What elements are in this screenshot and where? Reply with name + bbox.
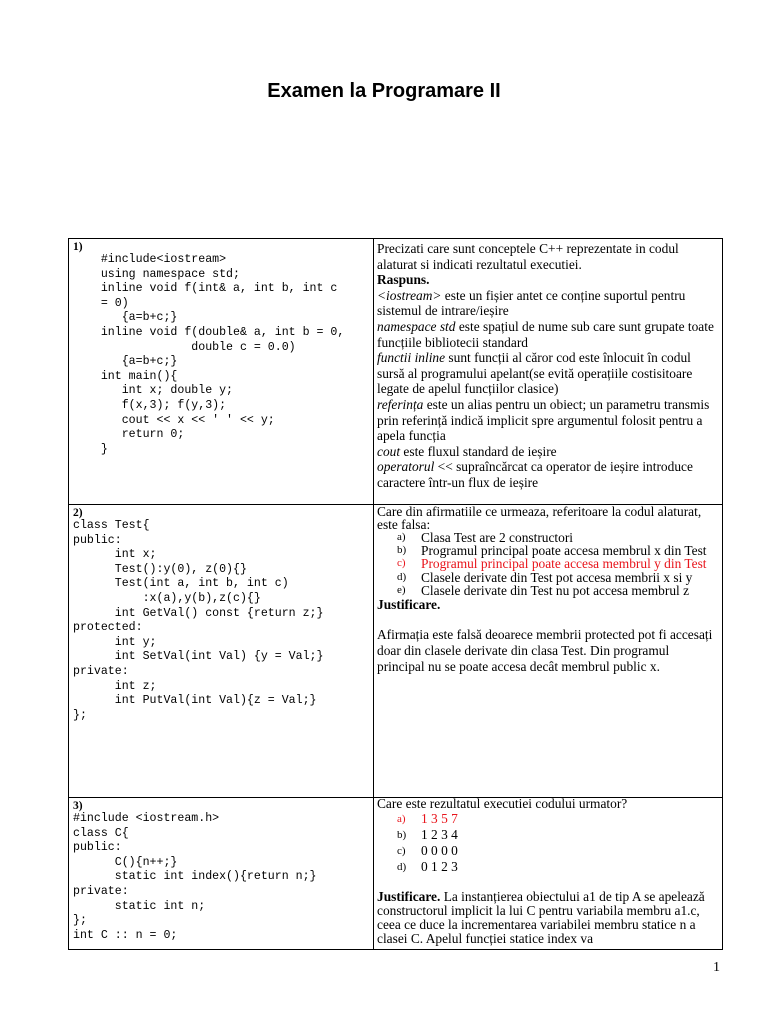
exam-table <box>68 238 723 950</box>
q3-question: Care este rezultatul executiei codului urmator? <box>377 797 628 811</box>
q2-number: 2) <box>73 507 83 519</box>
q3-number: 3) <box>73 800 83 812</box>
q1-code-cell <box>73 241 369 503</box>
q3-options <box>377 811 720 875</box>
q3-code: #include <iostream.h> class C{ public: C(){n++;} static int index(){return n;} private: static int n; }; int C :: n = 0; <box>73 812 317 942</box>
q2-option: e) Clasele derivate din Test nu pot accesa membrul z <box>397 582 690 598</box>
q3-justification: Justificare. La instanțierea obiectului a1 de tip A se apelează constructorul implicit la lui C pentru variabila membru a1.c, ceea ce duce la incrementarea variabilei membru statice n a clasei C. Apelul funcției statice index va <box>377 889 705 946</box>
q1-item: operatorul << supraîncărcat ca operator de ieșire introduce caractere într-un flux de ieșire <box>377 459 693 490</box>
q1-question: Precizati care sunt conceptele C++ reprezentate in codul alaturat si indicati rezultatul executiei. <box>377 241 679 272</box>
q3-option: d) 0 1 2 3 <box>397 859 458 874</box>
page-title: Examen la Programare II <box>267 80 501 102</box>
q1-text-cell <box>377 241 720 503</box>
q1-item: referința este un alias pentru un obiect; un parametru transmis prin referință indică implicit spre argumentul folosit pentru a apela funcția <box>377 396 710 444</box>
q1-answer-heading: Raspuns. <box>377 272 430 288</box>
q2-code: class Test{ public: int x; Test():y(0), z(0){} Test(int a, int b, int c) :x(a),y(b),z(c){} int GetVal() const {return z;} protected: int y; int SetVal(int Val) {y = Val;} private: int z; int PutVal(int Val){z = Val;} }; <box>73 519 324 722</box>
q2-option-correct: c) Programul principal poate accesa membrul y din Test <box>397 556 707 572</box>
q1-code: #include<iostream> using namespace std; inline void f(int& a, int b, int c = 0) {a=b+c;} inline void f(double& a, int b = 0, double c = 0.0) {a=b+c;} int main(){ int x; double y; f(x,3); f(y,3); cout << x << ' ' << y; return 0; } <box>100 253 345 456</box>
q2-option: b) Programul principal poate accesa membrul x din Test <box>397 543 707 559</box>
q1-item: functii inline sunt funcții al căror cod este înlocuit în codul sursă al programului apelant(se evită operațiile costisitoare legate de apelul funcțiilor clasice) <box>377 350 693 397</box>
q3-option-correct: a) 1 3 5 7 <box>397 811 458 826</box>
q1-item: namespace std este spațiul de nume sub care sunt grupate toate funcțiile bibliotecii standard <box>377 318 714 350</box>
q2-text-cell <box>377 505 720 795</box>
q3-code-cell <box>73 800 369 948</box>
q2-options <box>377 531 720 597</box>
q1-item: <iostream> este un fișier antet ce conține suportul pentru sistemul de intrare/ieșire <box>377 287 686 319</box>
page-number: 1 <box>713 960 720 975</box>
q2-code-cell <box>73 507 369 795</box>
q3-option: b) 1 2 3 4 <box>397 827 458 842</box>
q2-question: Care din afirmatiile ce urmeaza, referitoare la codul alaturat, este falsa: <box>377 505 702 532</box>
q1-item: cout este fluxul standard de ieșire <box>377 443 557 459</box>
q3-text-cell <box>377 797 720 949</box>
q2-justification-heading: Justificare. <box>377 597 441 613</box>
column-divider <box>373 239 374 949</box>
q1-number: 1) <box>73 241 83 253</box>
q3-option: c) 0 0 0 0 <box>397 843 458 858</box>
q2-justification: Afirmația este falsă deoarece membrii protected pot fi accesați doar din clasele derivate din clasa Test. Din programul principal nu se poate accesa decât membrul public x. <box>377 627 713 675</box>
q2-option: d) Clasele derivate din Test pot accesa membrii x si y <box>397 569 693 585</box>
q2-option: a) Clasa Test are 2 constructori <box>397 530 574 545</box>
